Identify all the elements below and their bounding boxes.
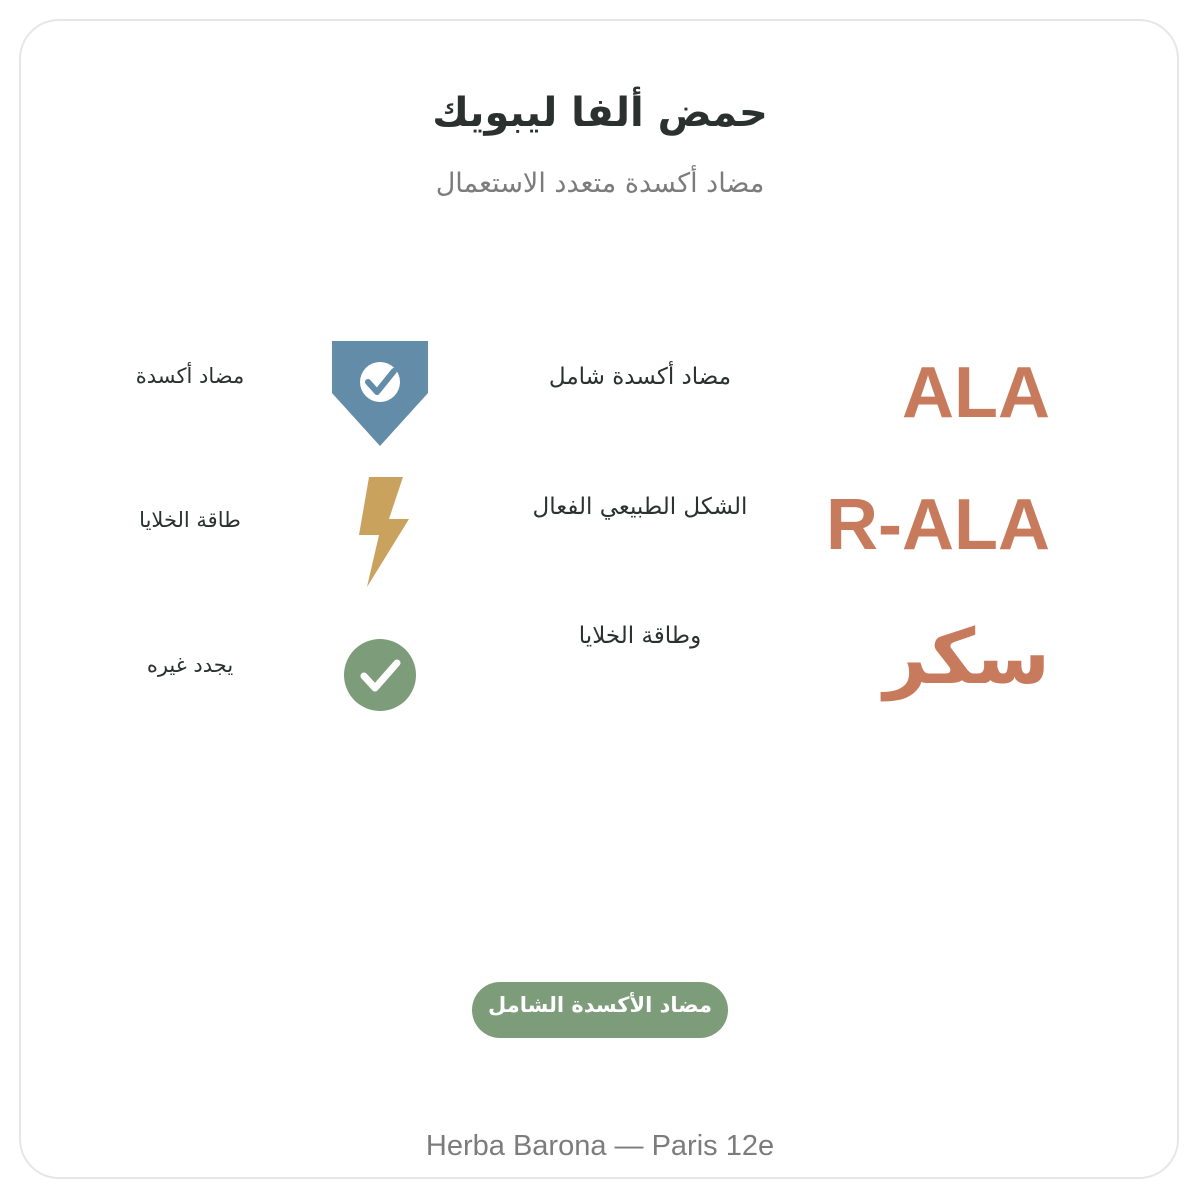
footer-text: Herba Barona — Paris 12e (425, 1130, 775, 1162)
feature-label-regenerates: يجدد غيره (146, 653, 234, 677)
feature-label-cell-energy: طاقة الخلايا (139, 508, 241, 532)
abbreviation-text: ALA (902, 353, 1050, 433)
page-subtitle: مضاد أكسدة متعدد الاستعمال (435, 168, 765, 199)
sugar-text: سكر (883, 612, 1050, 701)
description-line-1: مضاد أكسدة شامل (548, 364, 732, 390)
shield-check-icon (332, 341, 428, 447)
description-line-3: وطاقة الخلايا (578, 623, 702, 649)
lightning-bolt-icon (355, 477, 409, 587)
active-form-text: R-ALA (826, 485, 1050, 565)
page-title: حمض ألفا ليبويك (432, 90, 768, 136)
description-line-2: الشكل الطبيعي الفعال (532, 494, 748, 520)
check-circle-icon (344, 639, 416, 711)
feature-label-antioxidant: مضاد أكسدة (135, 364, 245, 388)
summary-badge: مضاد الأكسدة الشامل (472, 982, 728, 1038)
